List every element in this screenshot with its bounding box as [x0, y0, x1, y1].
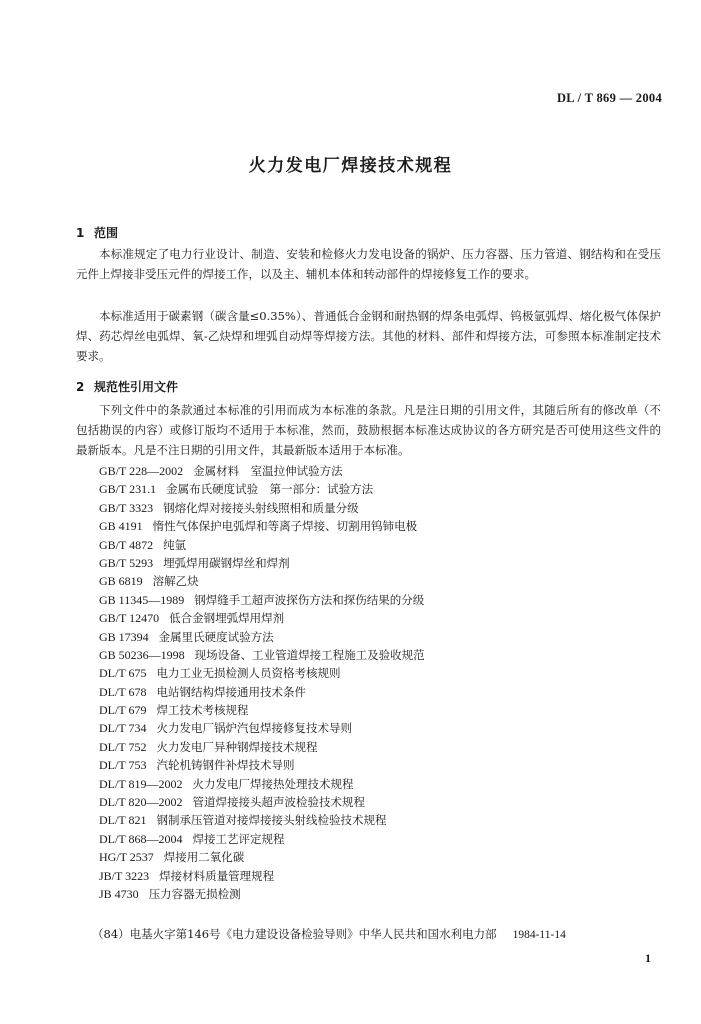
reference-item — [99, 756, 425, 774]
page-number: 1 — [645, 951, 651, 965]
reference-title: 火力发电厂异种钢焊接技术规程 — [156, 739, 318, 754]
reference-code: GB/T 12470 — [99, 611, 160, 626]
reference-item — [99, 499, 425, 517]
reference-title: 纯氩 — [163, 537, 187, 552]
standard-code: DL / T 869 — 2004 — [556, 91, 662, 105]
section-2-paragraph-1: 下列文件中的条款通过本标准的引用而成为本标准的条款。凡是注日期的引用文件，其随后所有的修改单（不包括勘误的内容）或修订版均不适用于本标准，然而，鼓励根据本标准达成协议的各方研究是否可使用这些文件的最新版本。凡是不注日期的引用文件，其最新版本适用于本标准。 — [76, 403, 661, 457]
reference-title: 火力发电厂焊接热处理技术规程 — [192, 776, 354, 791]
reference-item — [99, 609, 425, 627]
reference-code: DL/T 752 — [99, 739, 147, 754]
reference-item — [99, 885, 425, 903]
reference-item — [99, 646, 425, 664]
reference-item — [99, 664, 425, 682]
reference-code: GB/T 231.1 — [99, 482, 157, 497]
reference-code: DL/T 868—2004 — [99, 831, 183, 846]
reference-title: 金属里氏硬度试验方法 — [158, 629, 274, 644]
reference-item — [99, 480, 425, 498]
reference-title: 焊接材料质量管理规程 — [159, 868, 275, 883]
reference-code: GB/T 5293 — [99, 555, 154, 570]
reference-title: 金属布氏硬度试验 第一部分：试验方法 — [166, 482, 374, 497]
reference-item — [99, 793, 425, 811]
reference-date: 1984-11-14 — [512, 929, 566, 941]
section-1-paragraph-2: 本标准适用于碳素钢（碳含量≤0.35%）、普通低合金钢和耐热钢的焊条电弧焊、钨极氩弧焊、熔化极气体保护焊、药芯焊丝电弧焊、氧-乙炔焊和埋弧自动焊等焊接方法。其他的材料、部件和焊接方法，可参照本标准制定技术要求。 — [76, 309, 661, 363]
reference-title: 钢熔化焊对接接头射线照相和质量分级 — [163, 500, 359, 515]
reference-title: 金属材料 室温拉伸试验方法 — [193, 464, 343, 478]
reference-title: 管道焊接接头超声波检验技术规程 — [192, 795, 365, 810]
reference-item — [99, 830, 425, 848]
reference-title: 低合金钢埋弧焊用焊剂 — [169, 611, 285, 626]
reference-item — [99, 517, 425, 535]
section-number: 1 — [76, 226, 85, 240]
reference-code: GB 4191 — [99, 519, 143, 534]
reference-code: GB/T 3323 — [99, 500, 154, 515]
reference-title: 埋弧焊用碳钢焊丝和焊剂 — [163, 555, 290, 570]
reference-code: GB 11345—1989 — [99, 592, 185, 607]
reference-text: （84）电基火字第146号《电力建设设备检验导则》中华人民共和国水利电力部 — [92, 927, 497, 941]
reference-code: GB 50236—1998 — [99, 647, 185, 662]
section-2-heading — [76, 378, 178, 395]
reference-code: DL/T 819—2002 — [99, 776, 183, 791]
reference-item-regulation — [92, 926, 566, 942]
reference-item — [99, 701, 425, 719]
section-number: 2 — [76, 380, 85, 394]
reference-title: 汽轮机铸钢件补焊技术导则 — [156, 758, 295, 773]
reference-item — [99, 628, 425, 646]
section-1-heading — [76, 224, 118, 241]
reference-title: 钢制承压管道对接焊接接头射线检验技术规程 — [156, 813, 387, 828]
reference-title: 惰性气体保护电弧焊和等离子焊接、切割用钨铈电极 — [152, 519, 418, 534]
normative-references-list — [99, 462, 425, 903]
reference-item — [99, 811, 425, 829]
reference-code: DL/T 820—2002 — [99, 795, 183, 810]
reference-code: JB/T 3223 — [99, 868, 150, 883]
reference-code: DL/T 821 — [99, 813, 147, 828]
reference-title: 焊接用二氧化碳 — [163, 850, 245, 865]
reference-code: DL/T 678 — [99, 684, 147, 699]
reference-item — [99, 738, 425, 756]
reference-code: DL/T 734 — [99, 721, 147, 736]
reference-item — [99, 536, 425, 554]
reference-item — [99, 554, 425, 572]
section-title: 规范性引用文件 — [94, 380, 179, 394]
reference-code: GB/T 228—2002 — [99, 464, 184, 478]
reference-item — [99, 462, 425, 480]
reference-item — [99, 775, 425, 793]
reference-title: 电站钢结构焊接通用技术条件 — [156, 684, 306, 699]
reference-title: 火力发电厂锅炉汽包焊接修复技术导则 — [156, 721, 352, 736]
reference-item — [99, 683, 425, 701]
reference-code: JB 4730 — [99, 886, 139, 901]
reference-code: DL/T 753 — [99, 758, 147, 773]
reference-code: HG/T 2537 — [99, 850, 154, 865]
reference-title: 钢焊缝手工超声波探伤方法和探伤结果的分级 — [194, 592, 425, 607]
reference-title: 现场设备、工业管道焊接工程施工及验收规范 — [194, 647, 425, 662]
reference-title: 溶解乙炔 — [152, 574, 199, 589]
reference-title: 电力工业无损检测人员资格考核规则 — [156, 666, 341, 681]
section-title: 范围 — [94, 226, 119, 240]
section-1-paragraph-1: 本标准规定了电力行业设计、制造、安装和检修火力发电设备的锅炉、压力容器、压力管道、钢结构和在受压元件上焊接非受压元件的焊接工作，以及主、辅机本体和转动部件的焊接修复工作的要求。 — [76, 247, 661, 281]
reference-title: 压力容器无损检测 — [148, 886, 241, 901]
reference-item — [99, 591, 425, 609]
reference-code: GB 6819 — [99, 574, 143, 589]
reference-item — [99, 848, 425, 866]
reference-item — [99, 572, 425, 590]
reference-item — [99, 719, 425, 737]
reference-code: DL/T 675 — [99, 666, 147, 681]
reference-code: DL/T 679 — [99, 703, 147, 718]
reference-code: GB 17394 — [99, 629, 149, 644]
reference-title: 焊工技术考核规程 — [156, 703, 249, 718]
reference-title: 焊接工艺评定规程 — [192, 831, 285, 846]
document-title: 火力发电厂焊接技术规程 — [248, 156, 453, 176]
reference-code: GB/T 4872 — [99, 537, 154, 552]
reference-item — [99, 867, 425, 885]
